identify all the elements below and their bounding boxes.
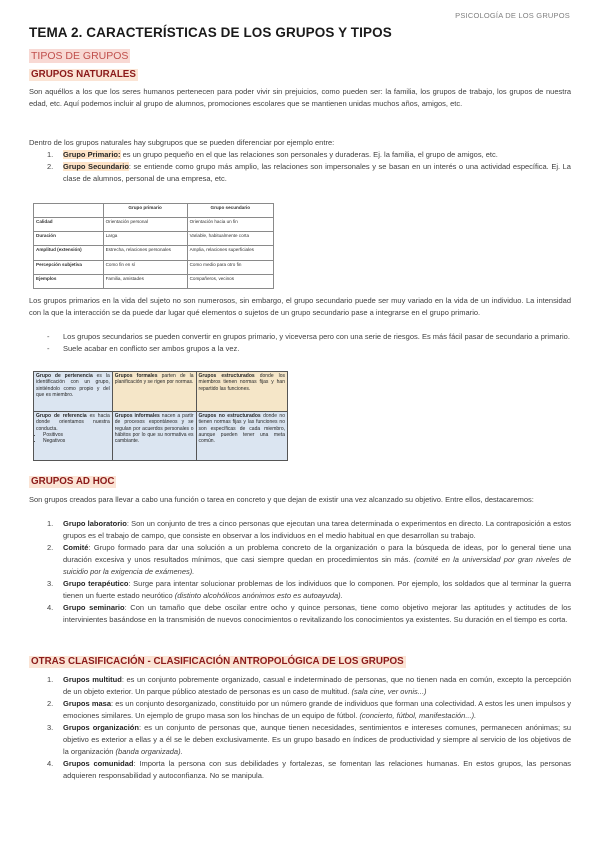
cell-no-estructurados: Grupos no estructurados donde no tienen normas fijas y las funciones no son específicas de cada miembro, aunque pueden tener una meta común.: [196, 412, 287, 461]
page-title: TEMA 2. CARACTERÍSTICAS DE LOS GRUPOS Y TIPOS: [29, 25, 392, 40]
paragraph-primarios-secundarios: Los grupos primarios en la vida del sujeto no son numerosos, sin embargo, el grupo secundario puede ser muy variado en la vida de un individuo. La intensidad con la que la interacción se da puede dar lugar qué elementos o sujetos de un grupo secundario pase a integrarse en el grupo primario.: [29, 296, 571, 317]
paragraph-naturales-intro: Son aquéllos a los que los seres humanos pertenecen para poder vivir sin prejuicios, como pueden ser: la familia, los grupos de trabajo, los grupos de nuestra edad, etc. Aquí podemos incluir al grupo de alumnos, promociones escolares que se mantienen unidas muchos años, amigos, etc.: [29, 87, 571, 108]
referencia-list: • Positivos • Negativos: [36, 432, 110, 445]
cell-formales: Grupos formales parten de la planificación y se rigen por normas.: [112, 372, 196, 412]
cell-informales: Grupos informales nacen a partir de procesos espontáneos y se regulan por acuerdos personales o hábitos por lo que su normativa es cambiante.: [112, 412, 196, 461]
cell-referencia: Grupo de referencia es hacia donde orientamos nuestra conducta. • Positivos • Negativos: [34, 412, 113, 461]
list-item: - Los grupos secundarios se pueden convertir en grupos primario, y viceversa pero con una serie de riesgos. Es más fácil pasar de secundario a primario.: [47, 332, 570, 341]
list-subgrupos: [29, 149, 571, 185]
table-row: Ejemplos Familia, amistades Compañeros, vecinos: [34, 274, 274, 288]
cell-pertenencia: Grupo de pertenencia es la identificación con un grupo, sintiéndolo como propio y del que es miembro.: [34, 372, 113, 412]
list-item: 2. Grupo Secundario: se entiende como grupo más amplio, las relaciones son impersonales y se basan en un interés o una actividad específica. Ej. La clase de alumnos, personal de una empresa, etc.: [47, 162, 571, 183]
running-head: PSICOLOGÍA DE LOS GRUPOS: [455, 11, 570, 20]
list-item: 4. Grupo seminario: Con un tamaño que debe oscilar entre ocho y quince personas, tiene como objetivo mejorar las aptitudes y actitudes de los intervinientes basándose en la transmisión de nuevos conocimientos o revitalizando los conocimientos ya existentes. Su duración en el tiempo es corta.: [47, 603, 571, 624]
table-row: [34, 372, 288, 412]
table-row: Percepción subjetiva Como fin en sí Como medio para otro fin: [34, 260, 274, 274]
cell-estructurados: Grupos estructurados donde los miembros tienen normas fijas y han repartido las funciones.: [196, 372, 287, 412]
list-item: 4. Grupos comunidad: Importa la persona con sus debilidades y fortalezas, se fomentan las relaciones humanas. En estos grupos, las personas adquieren responsabilidad y autoconfianza. No se manipula.: [47, 759, 571, 780]
list-item: - Suele acabar en conflicto ser ambos grupos a la vez.: [47, 344, 240, 353]
table-row: Calidad Orientación personal Orientación hacia un fin: [34, 218, 274, 232]
list-adhoc: [29, 518, 571, 626]
comparison-table-primario-secundario: [33, 203, 274, 289]
table-row: Duración Larga Variable, habitualmente corta: [34, 232, 274, 246]
dash-list: [29, 331, 571, 355]
list-antropologica: [29, 674, 571, 782]
heading-grupos-naturales: GRUPOS NATURALES: [31, 69, 136, 80]
paragraph-subgrupos-intro: Dentro de los grupos naturales hay subgrupos que se pueden diferenciar por ejemplo entre:: [29, 138, 335, 147]
list-item: 2. Grupos masa: es un conjunto desorganizado, constituido por un número grande de individuos que forman una colectividad. A estos les unen impulsos y emociones similares. Un ejemplo de grupo masa son los hinchas de un equipo de fútbol. (concierto, fútbol, manifestación...).: [47, 699, 571, 720]
paragraph-adhoc-intro: Son grupos creados para llevar a cabo una función o tarea en concreto y que dejan de existir una vez alcanzado su objetivo. Entre ellos, destacaremos:: [29, 495, 534, 504]
section-heading-tipos: TIPOS DE GRUPOS: [31, 50, 129, 62]
list-item: 1. Grupo Primario: es un grupo pequeño en el que las relaciones son personales y duraderas. Ej. la familia, el grupo de amigos, etc.: [47, 150, 498, 159]
list-item: 1. Grupo laboratorio: Son un conjunto de tres a cinco personas que ejecutan una tarea determinada o experimentos en directo. La contraposición a estos grupos es el trabajo de campo, que consiste en observar a los individuos en el medio habitual en que desarrollan su trabajo.: [47, 519, 571, 540]
group-types-table: [33, 371, 288, 461]
heading-grupos-ad-hoc: GRUPOS AD HOC: [31, 476, 115, 487]
table-row: [34, 412, 288, 461]
list-item: 3. Grupos organización: es un conjunto de personas que, aunque tienen necesidades, sentimientos e intereses comunes, permanecen anónimas; su objetivo es exterior a ellas y a él se le deben exclusivamente. Es un grupo basado en índices de productividad y siempre al servicio de los objetivos de la organización (banda organizada).: [47, 723, 571, 756]
table-row: Amplitud (extensión) Estrecha, relaciones personales Amplia, relaciones superficiales: [34, 246, 274, 260]
heading-otras-clasificacion: OTRAS CLASIFICACIÓN - CLASIFICACIÓN ANTROPOLÓGICA DE LOS GRUPOS: [31, 656, 404, 667]
list-item: 1. Grupos multitud: es un conjunto pobremente organizado, casual e indeterminado de personas, que no tienen nada en común, excepto la percepción de un objeto exterior. Un parque público atestado de personas es un caso de multitud. (sala cine, ver ovnis...): [47, 675, 572, 696]
term-grupo-primario: Grupo Primario:: [63, 150, 121, 159]
table-header-row: Grupo primario Grupo secundario: [34, 204, 274, 218]
list-item: 3. Grupo terapéutico: Surge para intentar solucionar problemas de los individuos que lo componen. Por ejemplo, los soldados que al terminar la guerra tienen un fuerte estado neurótico (distinto alcohólicos anónimos esto es autoayuda).: [47, 579, 571, 600]
list-item: 2. Comité: Grupo formado para dar una solución a un problema concreto de la organización o para la búsqueda de ideas, por lo general tiene una duración excesiva y unos resultados mínimos, que casi siempre quedan en procedimientos sin más. (comité en la universidad por gran niveles de suicidio por la exigencia de exámenes).: [47, 543, 571, 576]
term-grupo-secundario: Grupo Secundario: [63, 162, 129, 171]
